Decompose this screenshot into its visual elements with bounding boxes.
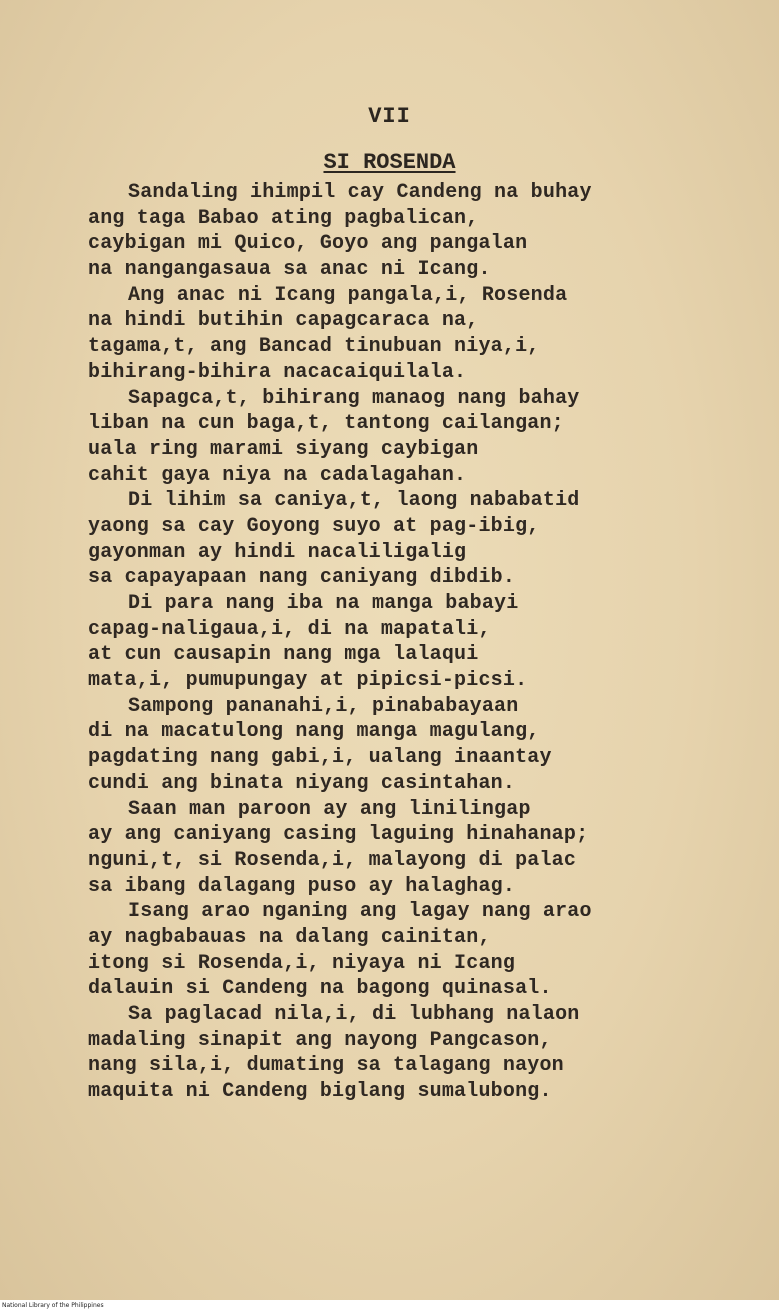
poem-line: Sapagca,t, bihirang manaog nang bahay: [128, 386, 580, 410]
poem-line: Sa paglacad nila,i, di lubhang nalaon: [128, 1003, 580, 1026]
footer-strip: [0, 1300, 779, 1313]
poem-line: bihirang-bihira nacacaiquilala.: [88, 360, 467, 384]
poem-line: liban na cun baga,t, tantong cailangan;: [88, 412, 564, 436]
poem-body: [88, 180, 748, 1105]
poem-line: na nangangasaua sa anac ni Icang.: [88, 258, 491, 282]
poem-line: cundi ang binata niyang casintahan.: [88, 771, 516, 795]
poem-line: ay nagbabauas na dalang cainitan,: [88, 925, 491, 949]
poem-line: madaling sinapit ang nayong Pangcason,: [88, 1028, 552, 1052]
poem-line: uala ring marami siyang caybigan: [88, 437, 479, 461]
poem-line: nang sila,i, dumating sa talagang nayon: [88, 1054, 564, 1078]
poem-line: Di para nang iba na manga babayi: [128, 592, 519, 615]
poem-line: nguni,t, si Rosenda,i, malayong di palac: [88, 848, 577, 872]
library-credit: National Library of the Philippines: [2, 1302, 104, 1309]
poem-line: maquita ni Candeng biglang sumalubong.: [88, 1080, 552, 1104]
poem-line: sa ibang dalagang puso ay halaghag.: [88, 874, 516, 898]
poem-line: ay ang caniyang casing laguing hinahanap;: [88, 823, 589, 847]
poem-line: pagdating nang gabi,i, ualang inaantay: [88, 746, 552, 770]
poem-line: caybigan mi Quico, Goyo ang pangalan: [88, 232, 528, 256]
page-number: VII: [368, 104, 411, 129]
poem-line: mata,i, pumupungay at pipicsi-picsi.: [88, 669, 528, 693]
poem-line: at cun causapin nang mga lalaqui: [88, 643, 479, 667]
poem-line: na hindi butihin capagcaraca na,: [88, 309, 479, 333]
poem-line: Saan man paroon ay ang linilingap: [128, 797, 531, 821]
poem-line: di na macatulong nang manga magulang,: [88, 720, 540, 744]
poem-line: Sampong pananahi,i, pinababayaan: [128, 694, 519, 718]
poem-line: Isang arao nganing ang lagay nang arao: [128, 900, 592, 924]
poem-line: yaong sa cay Goyong suyo at pag-ibig,: [88, 514, 540, 538]
poem-line: itong si Rosenda,i, niyaya ni Icang: [88, 951, 516, 975]
poem-line: gayonman ay hindi nacaliligalig: [88, 540, 467, 564]
poem-line: tagama,t, ang Bancad tinubuan niya,i,: [88, 335, 540, 359]
chapter-title-text: SI ROSENDA: [323, 150, 456, 175]
poem-line: dalauin si Candeng na bagong quinasal.: [88, 977, 552, 1001]
poem-line: sa capayapaan nang caniyang dibdib.: [88, 566, 516, 590]
poem-line: Sandaling ihimpil cay Candeng na buhay: [128, 181, 592, 204]
poem-line: Di lihim sa caniya,t, laong nababatid: [128, 489, 580, 513]
chapter-title: [0, 150, 779, 175]
poem-line: capag-naligaua,i, di na mapatali,: [88, 617, 491, 641]
poem-line: Ang anac ni Icang pangala,i, Rosenda: [128, 283, 568, 307]
poem-line: ang taga Babao ating pagbalican,: [88, 206, 479, 230]
poem-line: cahit gaya niya na cadalagahan.: [88, 463, 467, 487]
